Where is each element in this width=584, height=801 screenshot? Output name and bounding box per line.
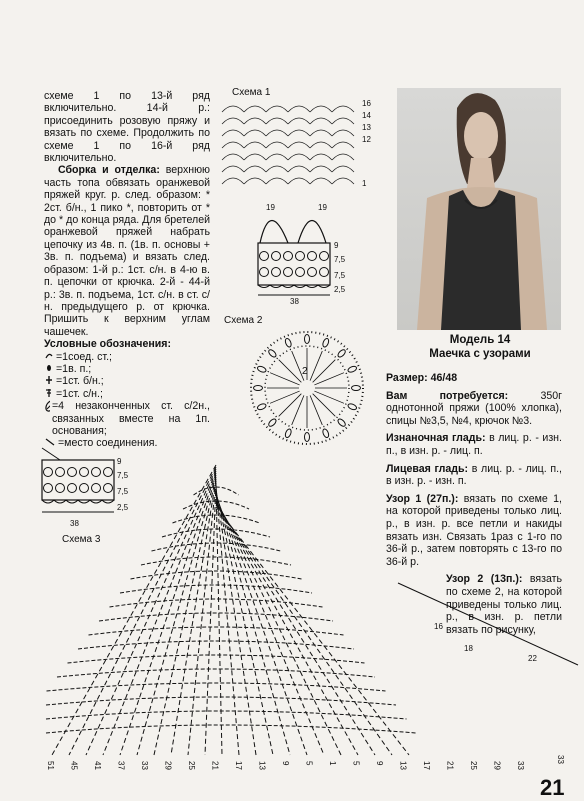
svg-text:16: 16 (434, 622, 443, 631)
legend-item: =1в. п.; (44, 363, 210, 375)
svg-text:7,5: 7,5 (117, 471, 129, 480)
scheme-3-bottom-label: 9 (375, 761, 384, 766)
scheme-3-bottom-label: 13 (398, 761, 408, 770)
scheme-2-label: Схема 2 (224, 315, 263, 326)
model-title: Маечка с узорами (429, 348, 531, 360)
scheme-3-bottom-label: 33 (516, 761, 525, 770)
scheme-3-bottom-label: 21 (210, 761, 220, 770)
scheme-3-bottom-label: 17 (422, 761, 431, 770)
legend-item: =1ст. с/н.; (44, 388, 210, 400)
svg-text:2: 2 (302, 366, 308, 377)
continuation-paragraph: схеме 1 по 13-й ряд включительно. 14-й р.: присоединить розовую пряжу и вязать по схеме. Продолжить по схеме 1 по 16-й ряд включительно. (44, 90, 210, 165)
svg-text:18: 18 (464, 644, 473, 653)
legend-heading: Условные обозначения: (44, 338, 171, 351)
svg-text:13: 13 (362, 123, 371, 132)
pattern2-line: Узор 2 (13п.): вязать по схеме 2, на которой приведены только лиц. р., в изн. р. петли вязать по рисунку, (446, 573, 562, 636)
scheme-3-bottom-label: 5 (351, 761, 361, 766)
svg-text:7,5: 7,5 (334, 271, 346, 280)
legend-item: =1соед. ст.; (44, 351, 210, 363)
scheme-3-bottom-label: 5 (304, 761, 314, 766)
cup-width-left: 19 (266, 203, 275, 212)
svg-text:7,5: 7,5 (334, 255, 346, 264)
cluster-symbol-icon (44, 400, 50, 412)
svg-text:12: 12 (362, 135, 371, 144)
chain-symbol-icon (44, 363, 54, 373)
stockinette-line: Лицевая гладь: в лиц. р. - лиц. п., в изн. р. - изн. п. (386, 462, 562, 488)
svg-text:2,5: 2,5 (334, 285, 346, 294)
svg-text:33: 33 (556, 755, 565, 764)
purl-line: Изнаночная гладь: в лиц. р. - изн. п., в изн. р. - лиц. п. (386, 432, 562, 457)
model-caption (400, 333, 560, 361)
materials-line: Вам потребуется: 350г однотонной пряжи (100% хлопка), спицы №3,5, №4, крючок №3. (386, 389, 562, 427)
scheme-3-bottom-label: 33 (140, 761, 149, 770)
scheme-1-chart (212, 96, 378, 192)
legend-item: =место соединения. (44, 437, 210, 449)
scheme-3-bottom-label: 1 (328, 761, 337, 766)
assembly-paragraph (44, 164, 210, 338)
model-number: Модель 14 (449, 334, 511, 346)
page-number: 21 (540, 775, 565, 800)
legend-item: =1ст. б/н.; (44, 375, 210, 387)
legend-list (44, 351, 210, 450)
svg-text:9: 9 (117, 457, 122, 466)
scheme-3-label: Схема 3 (62, 534, 101, 545)
legend-item: =4 незаконченных ст. с/2н., связанных вместе на 1п. основания; (44, 400, 210, 437)
scheme-3-bottom-label: 51 (46, 761, 55, 770)
scheme-3-bottom-label: 9 (281, 761, 290, 766)
pattern1-line: Узор 1 (27п.): вязать по схеме 1, на которой приведены только лиц. р., в изн. р. все петли и накиды вязать изн. Связать 1раз с 1-го по 36-й р., затем повторять с 13-го по 36-й р. (386, 492, 562, 568)
svg-text:1: 1 (362, 179, 367, 188)
svg-text:9: 9 (334, 241, 339, 250)
svg-text:2,5: 2,5 (117, 503, 129, 512)
scheme-1-label: Схема 1 (232, 87, 271, 98)
size-line: Размер: 46/48 (386, 372, 458, 384)
scheme-3-bottom-label: 17 (234, 761, 243, 770)
model-photo-illustration (397, 88, 561, 330)
scheme-3-bottom-label: 29 (492, 761, 502, 770)
scheme-2-chart (232, 318, 382, 458)
scheme-3-bottom-label: 21 (445, 761, 455, 770)
svg-text:16: 16 (362, 99, 371, 108)
scheme-3-bottom-label: 41 (93, 761, 102, 770)
svg-text:38: 38 (70, 519, 79, 528)
scheme-3-bottom-label: 29 (163, 761, 173, 770)
left-text-column (44, 90, 210, 450)
svg-text:22: 22 (528, 654, 537, 663)
slip-stitch-symbol-icon (44, 351, 54, 361)
svg-text:14: 14 (362, 111, 371, 120)
scheme-3-bottom-label: 25 (187, 761, 196, 770)
scheme-3-bottom-label: 25 (469, 761, 478, 770)
assembly-text: верхнюю часть топа обвязать оранжевой пряжей круг. р. след. образом: * 2ст. б/н., 1 пико *, повторить от * до * до конца ряда. Для бретелей оранжевой пряжей набрать цепочку из 4в. п. (1в. п. основы + 3в. п. подъема) и вязать след. образом: 1-й р.: 1ст. с/н. в 4-ю в. п. цепочки от крючка. 2-й - 44-й р.: 3в. п. подъема, 1ст. с/н. в ст. с/н. предыдущего р. от крючка. Пришить к верхним углам чашечек. (44, 164, 210, 338)
cup-width-bottom: 38 (290, 297, 299, 306)
scheme-3-chart (38, 455, 584, 775)
svg-text:7,5: 7,5 (117, 487, 129, 496)
cup-width-right: 19 (318, 203, 327, 212)
scheme-3-bottom-label: 37 (116, 761, 126, 770)
model-photo (397, 88, 561, 330)
single-crochet-symbol-icon (44, 375, 54, 385)
cup-schematic (250, 198, 360, 306)
scheme-3-bottom-label: 13 (257, 761, 267, 770)
scheme-3-bottom-label: 45 (69, 761, 79, 770)
assembly-heading: Сборка и отделка: (58, 164, 160, 177)
double-crochet-symbol-icon (44, 388, 54, 398)
